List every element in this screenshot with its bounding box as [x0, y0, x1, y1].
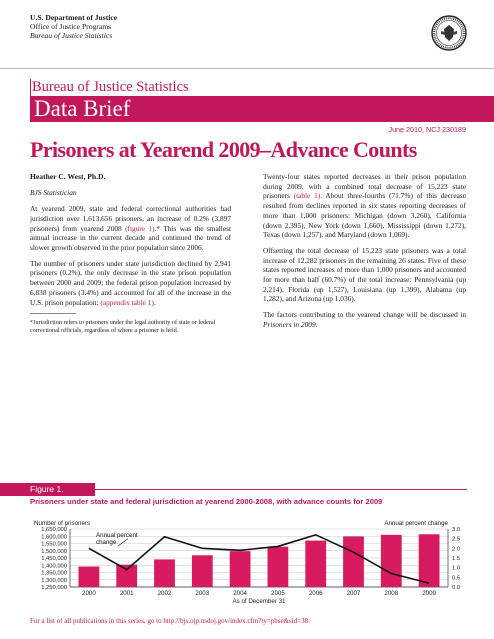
table-1-link[interactable]: (table 1) [293, 191, 321, 201]
right-tick-label: 0.5 [452, 575, 461, 582]
dept-name: U.S. Department of Justice [30, 13, 118, 22]
figure-1-link[interactable]: (figure 1) [125, 223, 155, 233]
text: The number of prisoners under state jurisdiction declined by 2,941 prisoners (0.2%), the only decrease in the state prison population between 2000 and 2009; the federal prison population increased by 6,838 prisoners (3.4%) and accounted for all of the increase in the U.S. prison population; [30, 258, 231, 307]
report-title: Prisoners at Yearend 2009–Advance Counts [30, 137, 417, 162]
text: . [315, 319, 318, 329]
column-right [263, 172, 466, 336]
right-tick-label: 1.0 [452, 565, 461, 572]
left-tick-label: 1,400,000 [41, 563, 67, 570]
office-name: Office of Justice Programs [30, 22, 112, 31]
left-tick-label: 1,650,000 [41, 527, 67, 533]
paragraph-3 [263, 172, 466, 240]
figure-label-text: Figure 1. [30, 484, 64, 494]
right-tick-label: 3.0 [452, 527, 461, 533]
publication-date: June 2010, NCJ 230189 [388, 125, 466, 134]
x-tick-label: 2001 [119, 590, 134, 597]
figure-title: Prisoners under state and federal jurisdiction at yearend 2000-2008, with advance counts for 2009 [30, 497, 383, 506]
x-tick-label: 2006 [308, 590, 323, 597]
x-tick-label: 2005 [271, 590, 285, 597]
text: Twenty-four states reported decreases in their prison population during 2009, with a combined total decrease of 15,223 state prisoners [263, 172, 466, 201]
x-tick-label: 2000 [82, 590, 96, 597]
x-tick-label: 2007 [346, 590, 361, 597]
masthead-band [30, 96, 494, 122]
bar-2000 [79, 567, 100, 587]
right-tick-label: 2.0 [452, 546, 461, 553]
text: . About three-fourths (71.7%) of this decrease resulted from declines reported in six states reporting decreases of more than 1,000 prisoners: Michigan (down 3,260), California (down 2,395), New York (down 1,660), Mississippi (down 1,272), Texas (down 1,257), and Maryland (down 1,069). [263, 191, 467, 240]
text: . [153, 297, 156, 307]
bar-2004 [230, 551, 251, 587]
left-tick-label: 1,350,000 [41, 570, 67, 577]
column-left [30, 172, 231, 341]
percent-change-line [89, 535, 429, 583]
bar-2002 [154, 559, 175, 587]
right-tick-label: 1.5 [452, 556, 461, 562]
prisoners-chart [0, 518, 494, 618]
annotation-pointer [118, 539, 128, 546]
series-name: Data Brief [34, 96, 131, 121]
paragraph-4: Offsetting the total decrease of 15,223 state prisoners was a total increase of 12,282 prisoners in the remaining 26 states. Five of these states reported increases of more than 1,000 prisoners and accounted for more than half (60.7%) of the total increase: Pennsylvania (up 2,214), Florida (up 1,527), Louisiana (up 1,399), Alabama (up 1,282), and Arizona (up 1,036). [263, 245, 466, 304]
left-tick-label: 1,500,000 [41, 548, 67, 555]
bar-2006 [305, 541, 326, 587]
figure-rule [95, 489, 467, 490]
paragraph-2 [30, 259, 231, 308]
bar-2009 [419, 534, 440, 587]
appendix-table-1-link[interactable]: (appendix table 1) [100, 297, 154, 307]
left-tick-label: 1,600,000 [41, 534, 67, 541]
x-axis-title: As of December 31 [232, 598, 286, 605]
x-tick-label: 2008 [384, 590, 399, 597]
bar-2001 [116, 565, 137, 587]
figure-label [0, 483, 95, 496]
left-tick-label: 1,550,000 [41, 541, 67, 548]
text-italic: Prisoners in 2009 [263, 319, 316, 329]
header-rule [0, 68, 494, 69]
x-tick-label: 2009 [422, 590, 436, 597]
left-tick-label: 1,300,000 [41, 577, 67, 584]
bar-2008 [381, 535, 402, 587]
author-affiliation: BJS Statistician [30, 187, 77, 197]
text: The factors contributing to the yearend change will be discussed in [263, 310, 466, 320]
footer-link[interactable]: For a list of all publications in this series, go to http://bjs.ojp.usdoj.gov/index.cfm?ty=pbse&sid=38. [30, 617, 310, 625]
text: .* This was the smallest annual increase in the current decade and continued the trend of slower growth observed in the prior population since 2006. [30, 223, 231, 253]
doj-seal-icon [431, 15, 467, 51]
annotation-label: Annual percent change [96, 532, 138, 546]
paragraph-5 [263, 310, 466, 329]
left-axis-title: Number of prisoners [34, 520, 91, 527]
right-tick-label: 2.5 [452, 536, 461, 543]
bar-2003 [192, 555, 213, 587]
bar-2007 [343, 536, 364, 587]
text: At yearend 2009, state and federal correctional authorities had jurisdiction over 1,613,656 prisoners, an increase of 0.2% (3,897 prisoners) from yearend 2008 [30, 204, 231, 233]
left-tick-label: 1,250,000 [41, 585, 67, 591]
footnote-rule [30, 313, 76, 314]
x-tick-label: 2004 [233, 590, 247, 597]
author-name: Heather C. West, Ph.D. [30, 172, 106, 181]
agency-header [30, 13, 117, 40]
paragraph-1 [30, 204, 231, 253]
right-tick-label: 0.0 [452, 585, 461, 591]
footnote: *Jurisdiction refers to prisoners under the legal authority of state or federal correctional officials, regardless of where a prisoner is held. [30, 319, 216, 335]
masthead-bureau: Bureau of Justice Statistics [32, 79, 189, 95]
bureau-name: Bureau of Justice Statistics [30, 31, 113, 40]
bar-2005 [268, 547, 289, 587]
right-axis-title: Annual percent change [384, 520, 448, 527]
left-tick-label: 1,450,000 [41, 556, 67, 562]
x-tick-label: 2002 [157, 590, 172, 597]
x-tick-label: 2003 [195, 590, 210, 597]
